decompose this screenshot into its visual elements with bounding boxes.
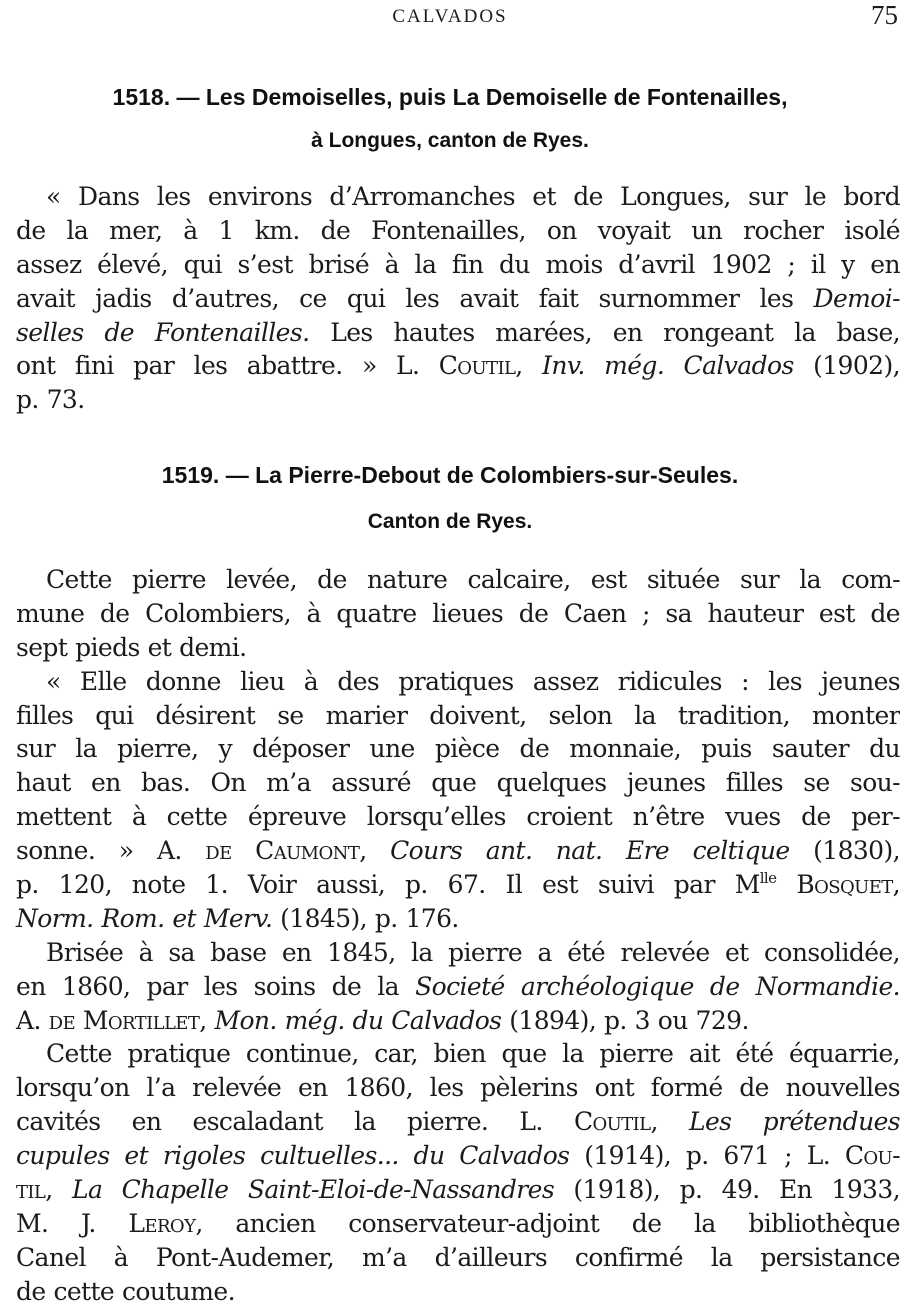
entry-1519-subheading: Canton de Ryes.: [367, 510, 533, 533]
text-line: de cette coutume.: [16, 1276, 235, 1306]
italic-title: Societé archéologique de Normandie.: [415, 971, 900, 1001]
italic-title: selles de Fontenailles.: [16, 317, 310, 347]
italic-title: Demoi-: [813, 283, 900, 313]
text-line: [16, 970, 900, 1004]
text-line: [16, 316, 900, 350]
text-line: [16, 1004, 900, 1038]
text-line: « Elle donne lieu à des pratiques assez ridicules : les jeunes: [46, 666, 900, 696]
text-span: en 1860, par les soins de la: [16, 971, 399, 1001]
text-span: (1845), p. 176.: [280, 903, 459, 933]
text-line: [16, 1207, 900, 1241]
italic-title: cupules et rigoles cultuelles... du Calvados: [16, 1141, 570, 1171]
running-head: [0, 2, 900, 30]
text-line: [16, 1105, 900, 1139]
text-span: sonne. » A.: [16, 836, 182, 866]
author-name: til,: [16, 1175, 53, 1205]
italic-title: Norm. Rom. et Merv.: [16, 903, 273, 933]
superscript: lle: [759, 869, 777, 888]
text-line: haut en bas. On m’a assuré que quelques jeunes filles se sou-: [16, 768, 900, 798]
italic-title: La Chapelle Saint-Eloi-de-Nassandres: [71, 1175, 555, 1205]
text-line: lorsqu’on l’a relevée en 1860, les pèlerins ont formé de nouvelles: [16, 1073, 900, 1103]
italic-title: Mon. még. du Calvados: [214, 1005, 502, 1035]
text-line: [16, 1139, 900, 1173]
author-name: de Caumont,: [205, 836, 367, 866]
text-span: ont fini par les abattre. » L.: [16, 351, 420, 381]
text-span: (1902),: [813, 351, 900, 381]
text-line: Cette pratique continue, car, bien que la pierre ait été équarrie,: [46, 1039, 900, 1069]
text-line: [16, 902, 900, 936]
entry-1519-body: [16, 563, 900, 1309]
text-line: filles qui désirent se marier doivent, selon la tradition, monter: [16, 700, 900, 730]
text-span: ancien conservateur-adjoint de la bibliothèque: [235, 1208, 900, 1238]
text-span: (1918), p. 49. En 1933,: [573, 1175, 900, 1205]
page-number: 75: [871, 0, 898, 30]
entry-1518-heading: 1518. — Les Demoiselles, puis La Demoiselle de Fontenailles,: [112, 84, 788, 110]
text-line: mettent à cette épreuve lorsqu’elles croient n’être vues de per-: [16, 802, 900, 832]
entry-1518-subheading: à Longues, canton de Ryes.: [311, 129, 589, 152]
author-name: Coutil,: [573, 1107, 658, 1137]
text-line: [16, 834, 900, 868]
text-line: Cette pierre levée, de nature calcaire, est située sur la com-: [46, 565, 900, 594]
text-line: [16, 349, 900, 383]
text-line: sept pieds et demi.: [16, 632, 247, 662]
text-line: p. 73.: [16, 385, 85, 415]
author-name: Leroy,: [128, 1208, 203, 1238]
italic-title: Les prétendues: [688, 1107, 900, 1137]
text-line: « Dans les environs d’Arromanches et de Longues, sur le bord: [46, 182, 900, 211]
text-line: Brisée à sa base en 1845, la pierre a été relevée et consolidée,: [46, 937, 900, 967]
text-line: [16, 868, 900, 902]
text-line: assez élevé, qui s’est brisé à la fin du mois d’avril 1902 ; il y en: [16, 249, 900, 279]
text-line: [16, 1173, 900, 1207]
text-line: [16, 282, 900, 316]
entry-1519-heading: 1519. — La Pierre-Debout de Colombiers-sur-Seules.: [161, 462, 739, 488]
text-span: (1914), p. 671 ; L.: [584, 1141, 831, 1171]
text-line: Canel à Pont-Audemer, m’a d’ailleurs confirmé la persistance: [16, 1242, 900, 1272]
italic-title: Cours ant. nat. Ere celtique: [390, 836, 790, 866]
running-head-title: CALVADOS: [392, 6, 508, 27]
text-span: avait jadis d’autres, ce qui les avait fait surnommer les: [16, 283, 794, 313]
italic-title: Inv. még. Calvados: [542, 351, 794, 381]
text-span: (1894), p. 3 ou 729.: [509, 1005, 749, 1035]
text-span: cavités en escaladant la pierre. L.: [16, 1107, 543, 1137]
author-name: Coutil,: [438, 351, 523, 381]
text-span: Les hautes marées, en rongeant la base,: [330, 317, 900, 347]
text-line: sur la pierre, y déposer une pièce de monnaie, puis sauter du: [16, 734, 900, 764]
text-span: (1830),: [813, 836, 900, 866]
text-span: M. J.: [16, 1208, 96, 1238]
author-name: Cou-: [844, 1141, 900, 1171]
text-line: de la mer, à 1 km. de Fontenailles, on voyait un rocher isolé: [16, 215, 900, 245]
author-name: de Mortillet,: [48, 1005, 207, 1035]
text-span: p. 120, note 1. Voir aussi, p. 67. Il est suivi par M: [16, 870, 760, 900]
author-name: Bosquet,: [796, 870, 900, 900]
text-span: A.: [16, 1005, 41, 1035]
entry-1518-paragraph: [16, 180, 900, 417]
text-line: mune de Colombiers, à quatre lieues de Caen ; sa hauteur est de: [16, 598, 900, 628]
